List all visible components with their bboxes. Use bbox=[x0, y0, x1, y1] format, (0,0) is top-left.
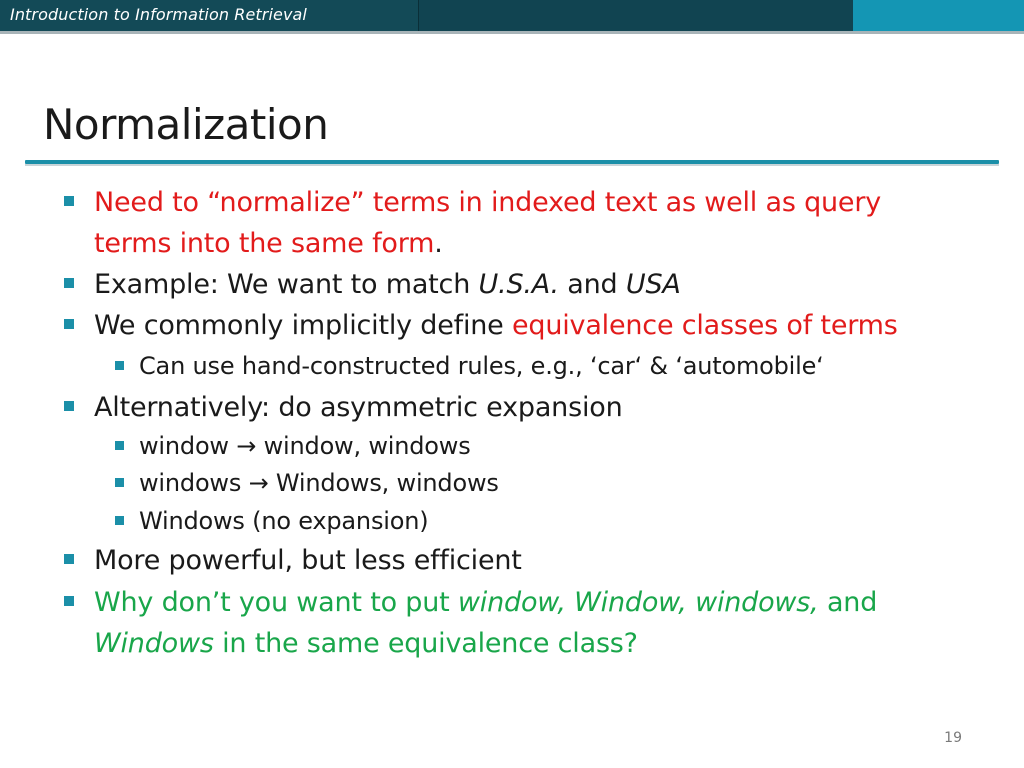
page-number: 19 bbox=[944, 730, 962, 746]
bullet-4-sub-2: windows → Windows, windows bbox=[139, 469, 499, 497]
header-underline bbox=[0, 31, 1024, 34]
header-band-right bbox=[853, 0, 1024, 31]
bullet-6-terms: window, Window, windows, bbox=[457, 587, 819, 618]
bullet-1-line-2-text: terms into the same form bbox=[94, 228, 435, 259]
sub-bullet-square-icon bbox=[115, 516, 124, 525]
bullet-2-prefix: Example: We want to match bbox=[94, 269, 479, 300]
bullet-square-icon bbox=[64, 196, 74, 206]
slide-title: Normalization bbox=[43, 100, 329, 149]
bullet-3 bbox=[94, 308, 898, 344]
bullet-3-prefix: We commonly implicitly define bbox=[94, 310, 512, 341]
bullet-4-sub-3: Windows (no expansion) bbox=[139, 507, 429, 535]
bullet-4: Alternatively: do asymmetric expansion bbox=[94, 392, 623, 423]
bullet-6-and: and bbox=[818, 587, 878, 618]
bullet-2-mid: and bbox=[558, 269, 626, 300]
bullet-square-icon bbox=[64, 319, 74, 329]
bullet-2-term-usa: USA bbox=[625, 269, 681, 300]
bullet-1-line-2 bbox=[94, 226, 443, 262]
sub-bullet-square-icon bbox=[115, 441, 124, 450]
bullet-6-line-1 bbox=[94, 585, 877, 621]
bullet-3-highlight: equivalence classes of terms bbox=[511, 310, 898, 341]
bullet-5: More powerful, but less efficient bbox=[94, 545, 522, 576]
bullet-6-term-last: Windows bbox=[94, 628, 214, 659]
bullet-3-sub-1: Can use hand-constructed rules, e.g., ‘car‘ & ‘automobile‘ bbox=[139, 352, 824, 380]
bullet-6-line-2 bbox=[94, 626, 638, 662]
header-band-middle bbox=[419, 0, 853, 31]
bullet-square-icon bbox=[64, 596, 74, 606]
course-title: Introduction to Information Retrieval bbox=[10, 5, 307, 24]
bullet-4-sub-1: window → window, windows bbox=[139, 432, 471, 460]
bullet-6-prefix: Why don’t you want to put bbox=[94, 587, 458, 618]
bullet-square-icon bbox=[64, 278, 74, 288]
bullet-2 bbox=[94, 267, 681, 303]
bullet-square-icon bbox=[64, 401, 74, 411]
sub-bullet-square-icon bbox=[115, 361, 124, 370]
bullet-1-period: . bbox=[434, 228, 443, 259]
bullet-2-term-usa-dotted: U.S.A. bbox=[478, 269, 559, 300]
bullet-square-icon bbox=[64, 554, 74, 564]
bullet-6-suffix: in the same equivalence class? bbox=[213, 628, 638, 659]
title-rule-shadow bbox=[25, 164, 999, 166]
bullet-1-line-1: Need to “normalize” terms in indexed text as well as query bbox=[94, 187, 882, 218]
sub-bullet-square-icon bbox=[115, 478, 124, 487]
